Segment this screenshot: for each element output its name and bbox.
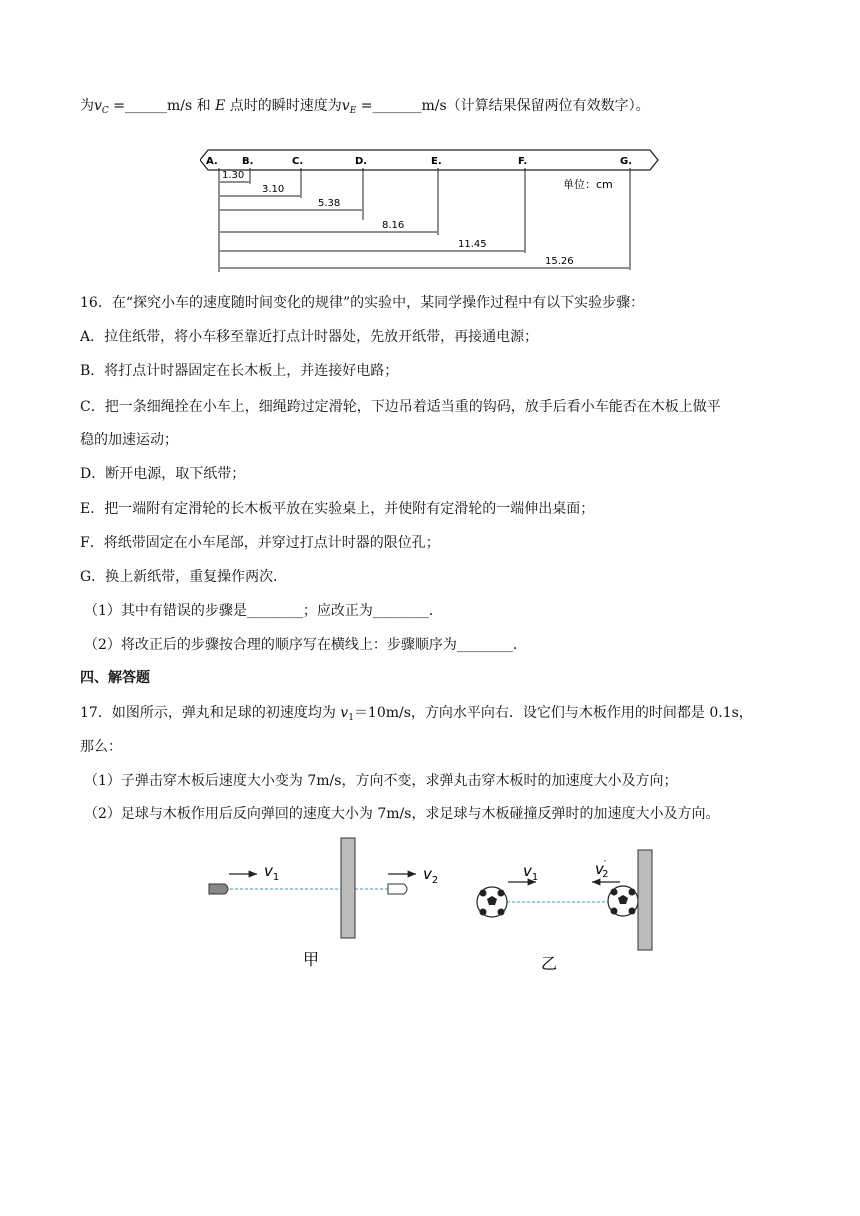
label-jia: 甲 (303, 950, 320, 969)
q17-sub-1: （1）子弹击穿木板后速度大小变为 7m/s，方向不变，求弹丸击穿木板时的加速度大小及方向； (84, 773, 678, 789)
sub-c: C (101, 106, 109, 116)
q16-step-a: A．拉住纸带，将小车移至靠近打点计时器处，先放开纸带，再接通电源； (80, 329, 539, 345)
paper-tape-figure (200, 140, 660, 275)
v1-label: $v_1$ (264, 862, 280, 883)
label-yi: 乙 (541, 954, 558, 973)
bullet-icon (209, 884, 228, 894)
section-title: 四、解答题 (80, 670, 150, 686)
sub-1: 1 (348, 713, 354, 723)
q16-stem: 16．在“探究小车的速度随时间变化的规律”的实验中，某同学操作过程中有以下实验步骤： (80, 295, 645, 311)
q16-step-d: D．断开电源，取下纸带； (80, 466, 246, 482)
q15-blank-2: =_______m/s（计算结果保留两位有效数字）。 (356, 98, 650, 114)
q16-step-f: F．将纸带固定在小车尾部，并穿过打点计时器的限位孔； (80, 535, 440, 551)
figure-jia (209, 838, 438, 969)
q15-blank-1: =______m/s 和 (108, 98, 216, 114)
distance-ab: 1.30 (222, 170, 245, 181)
q16-sub-2: （2）将改正后的步骤按合理的顺序写在横线上：步骤顺序为________． (84, 637, 527, 653)
distance-ag: 15.26 (545, 256, 574, 267)
var-v1: v (340, 705, 349, 721)
wood-board (638, 850, 652, 950)
q15-text-prefix: 为 (80, 98, 94, 114)
q17-figure (195, 832, 675, 982)
soccer-ball-icon (608, 886, 638, 916)
var-v: v (341, 98, 350, 114)
q16-step-c-line1: C．把一条细绳拴在小车上，细绳跨过定滑轮，下边吊着适当重的钩码，放手后看小车能否在木板上做平 (80, 399, 721, 415)
q16-step-e: E．把一端附有定滑轮的长木板平放在实验桌上，并使附有定滑轮的一端伸出桌面； (80, 501, 595, 517)
v2-prime-label: v′ 2 (595, 859, 609, 880)
q16-sub-1: （1）其中有错误的步骤是________；应改正为________． (84, 603, 443, 619)
distance-ad: 5.38 (318, 198, 341, 209)
point-label-d: D. (355, 156, 368, 167)
q16-step-b: B．将打点计时器固定在长木板上，并连接好电路； (80, 363, 399, 379)
soccer-ball-icon (477, 887, 507, 917)
point-label-f: F. (518, 156, 528, 167)
q16-step-c-line2: 稳的加速运动； (80, 432, 178, 448)
point-label-g: G. (620, 156, 633, 167)
distance-ae: 8.16 (382, 220, 405, 231)
v2-label: $v_2$ (423, 865, 439, 886)
figure-yi (477, 850, 652, 973)
point-label-a: A. (206, 156, 218, 167)
bullet-icon-after (388, 884, 407, 894)
distance-ac: 3.10 (262, 184, 285, 195)
q16-step-g: G．换上新纸带，重复操作两次． (80, 569, 288, 585)
point-label-b: B. (242, 156, 254, 167)
q17-sub-2: （2）足球与木板作用后反向弹回的速度大小为 7m/s，求足球与木板碰撞反弹时的加速度大小及方向。 (84, 806, 720, 822)
q17-stem-line2: 那么： (80, 739, 122, 755)
q15-answer-line (80, 95, 650, 116)
q17-stem-b: ＝10m/s，方向水平向右．设它们与木板作用的时间都是 0.1s， (353, 705, 753, 721)
q17-stem-a: 17．如图所示，弹丸和足球的初速度均为 (80, 705, 341, 721)
q15-text-mid: 点时的瞬时速度为 (225, 98, 342, 114)
q17-stem-line1 (80, 702, 753, 723)
var-v: v (94, 98, 102, 114)
point-label-c: C. (292, 156, 304, 167)
v1-label: $v_1$ (523, 862, 539, 883)
wood-board (341, 838, 355, 938)
point-label-e: E. (431, 156, 442, 167)
var-e: E (215, 98, 226, 114)
tape-outline (200, 150, 658, 170)
distance-af: 11.45 (458, 239, 487, 250)
unit-label: 单位：cm (563, 178, 613, 191)
sub-e: E (349, 106, 357, 116)
